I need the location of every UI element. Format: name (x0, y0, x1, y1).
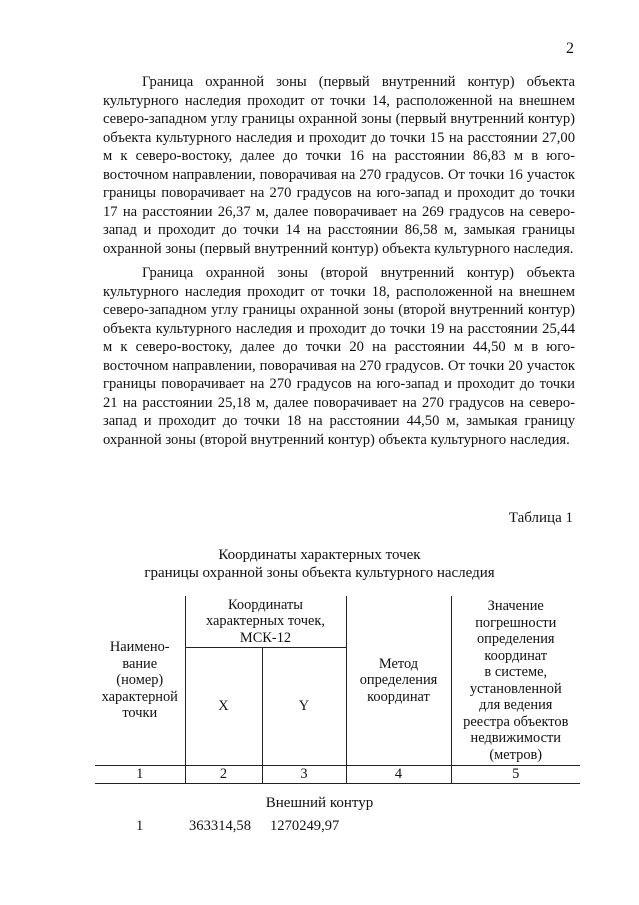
paragraph-second-inner-contour: Граница охранной зоны (второй внутренний контур) объекта культурного наследия проходит от точки 18, расположенной на внешнем северо-западном углу границы охранной зоны (второй внутренний контур) объекта культурного наследия и проходит до точки 19 на расстоянии 25,44 м к северо-востоку, далее до точки 20 на расстоянии 44,50 м в юго-восточном направлении, поворачивая на 270 градусов. От точки 20 участок границы поворачивает на 270 градусов на юго-запад и проходит до точки 21 на расстоянии 25,18 м, далее поворачивает на 270 градусов на северо-запад и проходит до точки 18 на расстоянии 44,50 м, замыкая границу охранной зоны (второй внутренний контур) объекта культурного наследия. (103, 265, 575, 448)
table-header-row (95, 596, 580, 648)
paragraph-first-inner-contour: Граница охранной зоны (первый внутренний контур) объекта культурного наследия проходит от точки 14, расположенной на внешнем северо-западном углу границы охранной зоны (первый внутренний контур) объекта культурного наследия и проходит до точки 15 на расстоянии 27,00 м к северо-востоку, далее до точки 16 на расстоянии 86,83 м в юго-восточном направлении, поворачивая на 270 градусов. От точки 16 участок границы поворачивает на 270 градусов на юго-запад и проходит до точки 17 на расстоянии 26,37 м, далее поворачивает на 269 градусов на северо-запад и проходит до точки 14 на расстоянии 86,58 м, замыкая границы охранной зоны (первый внутренний контур) объекта культурного наследия. (103, 74, 575, 257)
body-text (103, 73, 575, 455)
header-y: Y (262, 648, 346, 766)
column-number-1: 1 (95, 766, 185, 784)
table-title-line-2: границы охранной зоны объекта культурного наследия (144, 565, 495, 581)
table-title (0, 546, 639, 582)
header-method: Метод определения координат (346, 596, 451, 766)
header-x: X (185, 648, 262, 766)
column-number-5: 5 (451, 766, 580, 784)
table-title-line-1: Координаты характерных точек (218, 547, 421, 563)
row-x: 363314,58 (189, 818, 252, 834)
header-coordinates: Координаты характерных точек, МСК-12 (185, 596, 346, 648)
page-number: 2 (566, 40, 574, 57)
header-point-name: Наимено- вание (номер) характерной точки (95, 596, 185, 766)
column-number-2: 2 (185, 766, 262, 784)
coordinates-table (95, 596, 580, 784)
section-title-outer-contour: Внешний контур (265, 795, 374, 811)
row-y: 1270249,97 (270, 818, 340, 834)
header-accuracy: Значение погрешности определения координат в системе, установленной для ведения реестра объектов недвижимости (метров) (451, 596, 580, 766)
column-number-4: 4 (346, 766, 451, 784)
table-column-numbers-row (95, 766, 580, 784)
column-number-3: 3 (262, 766, 346, 784)
table-label: Таблица 1 (508, 510, 573, 526)
row-point: 1 (136, 818, 144, 834)
